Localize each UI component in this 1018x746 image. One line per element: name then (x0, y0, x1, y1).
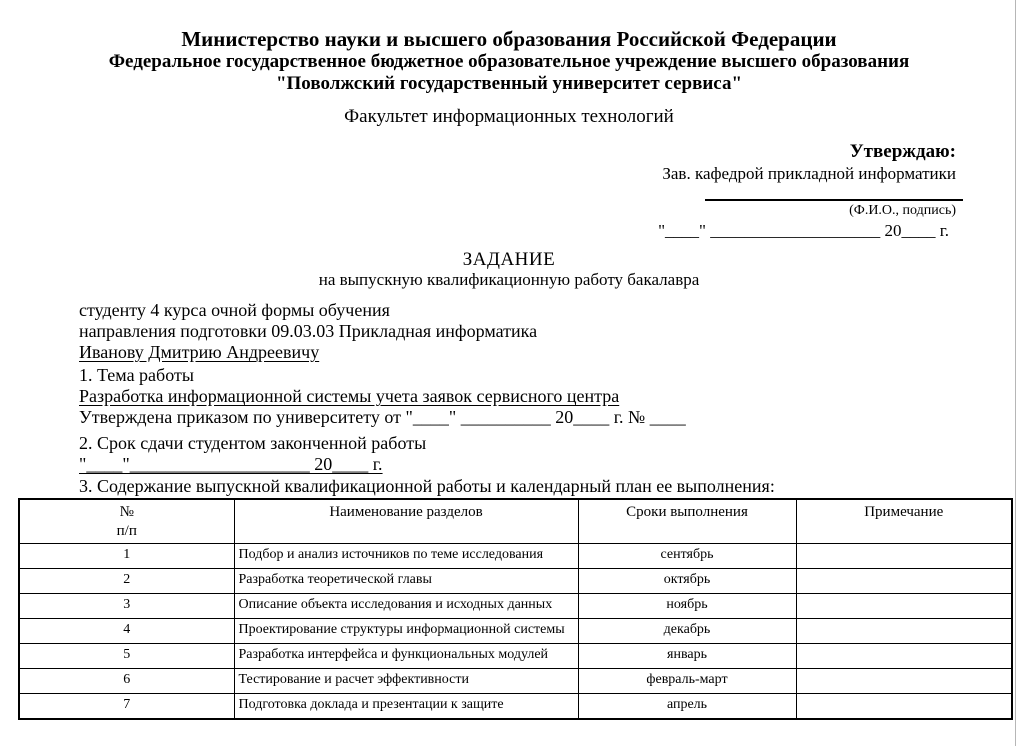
document-body (79, 300, 998, 497)
approval-title: Утверждаю: (849, 141, 956, 162)
cell-note (796, 619, 1012, 644)
signature-caption: (Ф.И.О., подпись) (849, 203, 956, 218)
cell-term: декабрь (578, 619, 796, 644)
cell-num: 7 (19, 694, 234, 720)
cell-note (796, 644, 1012, 669)
title-block (0, 249, 1018, 290)
plan-table-head (19, 499, 1012, 544)
document-title: ЗАДАНИЕ (462, 249, 556, 270)
header-num-line2: п/п (116, 523, 137, 539)
table-row (19, 569, 1012, 594)
header-cell-name: Наименование разделов (234, 499, 578, 544)
cell-name: Подготовка доклада и презентации к защите (234, 694, 578, 720)
cell-num: 2 (19, 569, 234, 594)
faculty-line: Факультет информационных технологий (344, 106, 674, 127)
header-cell-num (19, 499, 234, 544)
cell-num: 6 (19, 669, 234, 694)
topic-value: Разработка информационной системы учета заявок сервисного центра (79, 386, 620, 406)
document-subtitle: на выпускную квалификационную работу бакалавра (318, 270, 700, 289)
cell-name: Подбор и анализ источников по теме исследования (234, 544, 578, 569)
cell-name: Тестирование и расчет эффективности (234, 669, 578, 694)
cell-num: 1 (19, 544, 234, 569)
plan-table-header-row (19, 499, 1012, 544)
header-num-line1: № (119, 504, 134, 520)
plan-table-body (19, 544, 1012, 720)
screen-edge-line (1015, 0, 1016, 746)
header-cell-term: Сроки выполнения (578, 499, 796, 544)
cell-num: 5 (19, 644, 234, 669)
table-row (19, 644, 1012, 669)
table-row (19, 619, 1012, 644)
university-line: "Поволжский государственный университет сервиса" (275, 73, 743, 94)
cell-name: Разработка теоретической главы (234, 569, 578, 594)
table-row (19, 594, 1012, 619)
ministry-line: Министерство науки и высшего образования Российской Федерации (181, 27, 837, 51)
student-name: Иванову Дмитрию Андреевичу (79, 342, 320, 362)
topic-label: 1. Тема работы (79, 365, 194, 385)
cell-name: Проектирование структуры информационной системы (234, 619, 578, 644)
table-row (19, 694, 1012, 720)
signature-line (705, 188, 963, 201)
student-course-line: студенту 4 курса очной формы обучения (79, 300, 390, 320)
plan-label: 3. Содержание выпускной квалификационной работы и календарный план ее выполнения: (79, 476, 775, 496)
cell-num: 3 (19, 594, 234, 619)
approval-position: Зав. кафедрой прикладной информатики (662, 164, 956, 183)
topic-order-line: Утверждена приказом по университету от "____" __________ 20____ г. № ____ (79, 407, 686, 427)
cell-note (796, 669, 1012, 694)
signature-row (0, 188, 956, 201)
cell-term: ноябрь (578, 594, 796, 619)
cell-term: февраль-март (578, 669, 796, 694)
institution-line: Федеральное государственное бюджетное образовательное учреждение высшего образования (108, 51, 910, 72)
cell-note (796, 569, 1012, 594)
cell-note (796, 544, 1012, 569)
student-program-line: направления подготовки 09.03.03 Прикладная информатика (79, 321, 538, 341)
cell-term: апрель (578, 694, 796, 720)
cell-note (796, 594, 1012, 619)
document-header (0, 0, 1018, 128)
table-row (19, 669, 1012, 694)
cell-name: Описание объекта исследования и исходных данных (234, 594, 578, 619)
cell-term: сентябрь (578, 544, 796, 569)
deadline-date-blank: "____"____________________ 20____ г. (79, 454, 383, 474)
approval-date-blank: "____" ____________________ 20____ г. (658, 221, 949, 240)
plan-table (18, 498, 1013, 720)
cell-name: Разработка интерфейса и функциональных модулей (234, 644, 578, 669)
table-row (19, 544, 1012, 569)
cell-term: январь (578, 644, 796, 669)
deadline-label: 2. Срок сдачи студентом законченной работы (79, 433, 427, 453)
cell-term: октябрь (578, 569, 796, 594)
header-cell-note: Примечание (796, 499, 1012, 544)
cell-num: 4 (19, 619, 234, 644)
approval-block (0, 141, 956, 242)
cell-note (796, 694, 1012, 720)
